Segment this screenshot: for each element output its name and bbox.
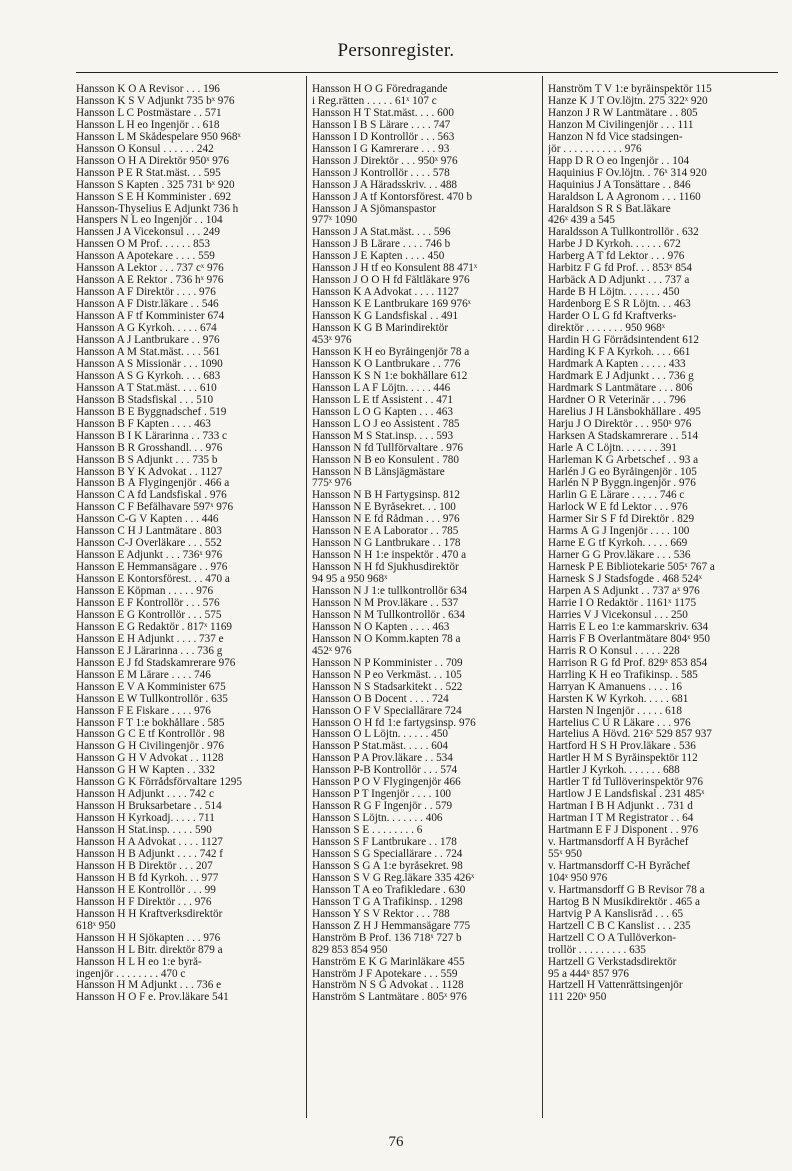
register-entry: Hansson P-B Kontrollör . . . 574: [312, 765, 458, 777]
register-entry: Hardmark A Kapten . . . . . 433: [548, 358, 686, 370]
register-entry: Harries V J Vicekonsul . . . 250: [548, 609, 688, 621]
register-entry: Hansson C A fd Landsfiskal . 976: [76, 490, 227, 502]
register-entry: Hanström J F Apotekare . . . 559: [312, 968, 458, 980]
register-entry: Harksen A Stadskamrerare . . 514: [548, 430, 699, 442]
register-entry: Hansson S V G Reg.läkare 335 426ˣ: [312, 872, 475, 884]
register-entry: Hansson J A Sjömanspastor: [312, 203, 437, 215]
register-entry: Hansson S E H Komminister . 692: [76, 191, 232, 203]
register-entry: Hartler H M S Byråinspektör 112: [548, 753, 698, 765]
register-entry: Hansson G H V Advokat . . 1128: [76, 753, 224, 765]
register-column-1: [76, 84, 306, 1004]
register-entry: Harne E G tf Kyrkoh. . . . . 669: [548, 538, 688, 550]
register-entry: Haraldson S R S Bat.läkare: [548, 203, 671, 215]
register-entry: Hansson B R Grosshandl. . . 976: [76, 442, 223, 454]
register-entry: 104ˣ 950 976: [548, 872, 608, 884]
register-entry: Hansson T A eo Trafikledare . 630: [312, 884, 466, 896]
register-entry: Harleman K G Arbetschef . . 93 a: [548, 454, 699, 466]
register-entry: Hartelius C U R Läkare . . . 976: [548, 717, 691, 729]
register-entry: Hansson B E Byggnadschef . 519: [76, 406, 227, 418]
register-entry: Hartzell C O A Tullöverkon-: [548, 932, 677, 944]
register-entry: Hansson E Köpman . . . . . 976: [76, 586, 214, 598]
register-entry: Hansson Y S V Rektor . . . 788: [312, 908, 450, 920]
register-entry: Hansson B I K Lärarinna . . 733 c: [76, 430, 227, 442]
register-entry: Hardner O R Veterinär . . . 796: [548, 394, 686, 406]
register-entry: Hansson H F Direktör . . . 976: [76, 896, 212, 908]
register-entry: Haquinius F Öv.löjtn. . 76ˣ 314 920: [548, 167, 707, 179]
register-entry: Hansson S G A 1:e byråsekret. 98: [312, 860, 463, 872]
register-entry: Hansson G K Förrådsförvaltare 1295: [76, 777, 242, 789]
register-entry: Hartler J Kyrkoh. . . . . . . 688: [548, 765, 680, 777]
register-entry: Harelius J H Länsbokhållare . 495: [548, 406, 701, 418]
register-column-2: [312, 84, 542, 1004]
register-entry: Hansson C-G V Kapten . . . 446: [76, 514, 219, 526]
register-entry: Harder O L G fd Kraftverks-: [548, 311, 677, 323]
register-entry: direktör . . . . . . . 950 968ˣ: [548, 323, 665, 335]
register-entry: Hansson H B Adjunkt . . . . 742 f: [76, 849, 223, 860]
register-entry: Hansson P A Prov.läkare . . 534: [312, 753, 453, 765]
register-entry: Hartzell G Verkstadsdirektör: [548, 956, 677, 968]
register-entry: Hansson K E Lantbrukare 169 976ˣ: [312, 299, 471, 311]
register-entry: Hansson E F Kontrollör . . . 576: [76, 597, 220, 609]
register-entry: 453ˣ 976: [312, 335, 352, 347]
register-entry: Hansson B Å Flygingenjör . 466 a: [76, 478, 230, 490]
register-entry: Hansson H Stat.insp. . . . . 590: [76, 825, 212, 837]
register-entry: Hansson P T Ingenjör . . . . 100: [312, 789, 452, 801]
register-entry: Hardin H G Förrådsintendent 612: [548, 335, 700, 347]
register-column-3: [548, 84, 778, 1004]
register-entry: Hansson H A Advokat . . . . 1127: [76, 837, 223, 849]
register-entry: Hansson A T Stat.mäst. . . . 610: [76, 382, 217, 394]
register-entry: ingenjör . . . . . . . . 470 c: [76, 968, 186, 980]
register-entry: Hansson S Löjtn. . . . . . . 406: [312, 813, 443, 825]
register-entry: Hansson B F Kapten . . . . 463: [76, 418, 211, 430]
register-entry: 618ˣ 950: [76, 920, 116, 932]
register-entry: Harde B H Löjtn. . . . . . . 450: [548, 287, 680, 299]
column-divider: [542, 76, 543, 1118]
register-entry: Hansson L M Skådespelare 950 968ˣ: [76, 131, 241, 143]
register-entry: Hansson B Stadsfiskal . . . 510: [76, 394, 214, 406]
register-entry: Harbe J D Kyrkoh. . . . . . 672: [548, 239, 681, 251]
register-entry: Hartman I T M Registrator . . 64: [548, 813, 694, 825]
register-entry: Hansson H L H eo 1:e byrå-: [76, 956, 202, 968]
register-entry: Harsten N Ingenjör . . . . . 618: [548, 705, 682, 717]
register-entry: Hartzell H Vattenrättsingenjör: [548, 980, 683, 992]
register-entry: Hansson A Apotekare . . . . 559: [76, 251, 215, 263]
register-entry: Hansson J Kontrollör . . . . 578: [312, 167, 450, 179]
register-entry: Hansson F T 1:e bokhållare . 585: [76, 717, 225, 729]
register-entry: Hansson A F tf Komminister 674: [76, 311, 225, 323]
register-entry: 94 95 a 950 968ˣ: [312, 574, 388, 586]
register-entry: Hansson J O O H fd Fältläkare 976: [312, 275, 470, 287]
register-entry: Harle Å C Löjtn. . . . . . . 391: [548, 442, 677, 454]
register-entry: Hansson H M Adjunkt . . . 736 e: [76, 980, 222, 992]
register-entry: Haquinius J A Tonsättare . . 846: [548, 179, 691, 191]
register-entry: Hansson J Direktör . . . 950ˣ 976: [312, 155, 458, 167]
register-entry: Hansson H B Direktör . . . 207: [76, 860, 213, 872]
register-entry: Hansson H Kyrkoadj. . . . . 711: [76, 813, 215, 825]
register-entry: Hansson O H A Direktör 950ˣ 976: [76, 155, 230, 167]
register-entry: Hansson A M Stat.mäst. . . . 561: [76, 346, 221, 358]
header-rule: [76, 72, 778, 73]
register-entry: Hansson H O F e. Prov.läkare 541: [76, 992, 229, 1004]
register-entry: Hanström S Lantmätare . 805ˣ 976: [312, 992, 467, 1004]
register-entry: Hansson J A tf Kontorsförest. 470 b: [312, 191, 473, 203]
register-entry: Hansson J H tf eo Konsulent 88 471ˣ: [312, 263, 478, 275]
register-entry: Hansson L O J eo Assistent . 785: [312, 418, 460, 430]
register-entry: Hansson S Kapten . 325 731 bˣ 920: [76, 179, 235, 191]
register-entry: Hansson E H Adjunkt . . . . 737 e: [76, 633, 224, 645]
register-entry: Harris R O Konsul . . . . . 228: [548, 645, 680, 657]
register-entry: Hansson E G Kontrollör . . . 575: [76, 609, 222, 621]
register-entry: Hansson I G Kamrerare . . . 93: [312, 143, 450, 155]
register-entry: Hansson E J fd Stadskamrerare 976: [76, 657, 236, 669]
register-entry: Hanssen J A Vicekonsul . . . 249: [76, 227, 220, 239]
register-entry: Hansson A Lektor . . . 737 cˣ 976: [76, 263, 224, 275]
register-entry: Hansson O F V Speciallärare 724: [312, 705, 462, 717]
register-entry: Hartlow J E Landsfiskal . 231 485ˣ: [548, 789, 705, 801]
register-entry: Harrling K H eo Trafikinsp. . 585: [548, 669, 698, 681]
register-entry: Hansson K H eo Byråingenjör 78 a: [312, 346, 470, 358]
column-divider: [306, 76, 307, 1118]
register-entry: Hansson N fd Tullförvaltare . 976: [312, 442, 464, 454]
register-entry: Hansson O L Löjtn. . . . . . 450: [312, 729, 449, 741]
register-entry: Hanström E K G Marinläkare 455: [312, 956, 465, 968]
register-entry: Hansson N G Lantbrukare . . 178: [312, 538, 461, 550]
register-entry: Hansson S F Lantbrukare . . 178: [312, 837, 457, 849]
register-entry: Hansson P E R Stat.mäst. . . 595: [76, 167, 221, 179]
register-entry: Hansson K G Landsfiskal . . 491: [312, 311, 459, 323]
register-entry: Hansson E Hemmansägare . . 976: [76, 562, 228, 574]
register-entry: Hansson K O Lantbrukare . . 776: [312, 358, 461, 370]
register-entry: Hanström N S G Advokat . . 1128: [312, 980, 464, 992]
register-entry: Hansson H E Kontrollör . . . 99: [76, 884, 216, 896]
register-entry: Hansson O B Docent . . . . 724: [312, 693, 449, 705]
register-entry: Hansson J A Häradsskriv. . . 488: [312, 179, 458, 191]
register-entry: i Reg.rätten . . . . . 61ˣ 107 c: [312, 95, 437, 107]
register-entry: Hansson L O G Kapten . . . 463: [312, 406, 453, 418]
register-entry: Harnesk P E Bibliotekarie 505ˣ 767 a: [548, 562, 715, 574]
register-entry: Harrison R G fd Prof. 829ˣ 853 854: [548, 657, 708, 669]
register-entry: Harju J O Direktör . . . 950ˣ 976: [548, 418, 692, 430]
register-entry: Hansson H Adjunkt . . . . 742 c: [76, 789, 214, 801]
register-entry: Hansson H O G Föredragande: [312, 84, 448, 95]
register-entry: Hansson C-J Överläkare . . . 552: [76, 538, 222, 550]
register-entry: Hartzell C B C Kanslist . . . 235: [548, 920, 691, 932]
register-entry: Harlén N P Byggn.ingenjör . 976: [548, 478, 696, 490]
register-entry: 829 853 854 950: [312, 944, 388, 956]
register-entry: Hansson A G Kyrkoh. . . . . 674: [76, 323, 217, 335]
register-entry: Hansson G H W Kapten . . 332: [76, 765, 216, 777]
register-entry: Harrie I O Redaktör . 1161ˣ 1175: [548, 597, 697, 609]
register-entry: Harlén J G eo Byråingenjör . 105: [548, 466, 697, 478]
register-entry: Hansson E Adjunkt . . . 736ˣ 976: [76, 550, 223, 562]
register-entry: Hansson T G A Trafikinsp. . 1298: [312, 896, 463, 908]
register-entry: Hardenborg E S R Löjtn. . . 463: [548, 299, 691, 311]
register-entry: Hansson N B Länsjägmästare: [312, 466, 445, 478]
register-entry: Hansson Z H J Hemmansägare 775: [312, 920, 471, 932]
register-entry: Harlock W E fd Lektor . . . 976: [548, 502, 688, 514]
register-entry: 452ˣ 976: [312, 645, 352, 657]
register-entry: Hansson O H fd 1:e fartygsinsp. 976: [312, 717, 476, 729]
register-entry: Hansson H Bruksarbetare . . 514: [76, 801, 222, 813]
register-entry: Hansson A F Distr.läkare . . 546: [76, 299, 219, 311]
register-entry: Hansson I D Kontrollör . . . 563: [312, 131, 455, 143]
register-entry: Harbäck A D Adjunkt . . . 737 a: [548, 275, 690, 287]
register-entry: Hansson L E tf Assistent . . 471: [312, 394, 453, 406]
register-entry: Hansson-Thyselius E Adjunkt 736 h: [76, 203, 239, 215]
register-entry: Hansson H B fd Kyrkoh. . . 977: [76, 872, 219, 884]
register-entry: Hansson N E fd Rådman . . . 976: [312, 514, 460, 526]
register-entry: Hardmark S Lantmätare . . . 806: [548, 382, 693, 394]
register-entry: Hartman I B H Adjunkt . . 731 d: [548, 801, 693, 813]
register-entry: Hanssen O M Prof. . . . . . 853: [76, 239, 210, 251]
register-entry: Hansson G H Civilingenjör . 976: [76, 741, 224, 753]
register-entry: Hansson N H fd Sjukhusdirektör: [312, 562, 459, 574]
register-entry: Hansson N P Komminister . . 709: [312, 657, 463, 669]
register-entry: Hansson N S Stadsarkitekt . . 522: [312, 681, 463, 693]
register-entry: Hansson K O A Revisor . . . 196: [76, 84, 220, 95]
register-entry: Hansson P Stat.mäst. . . . . 604: [312, 741, 449, 753]
register-entry: Hansson L H eo Ingenjör . . 618: [76, 119, 220, 131]
register-entry: Hansson K A Advokat . . . . 1127: [312, 287, 459, 299]
register-entry: Hansson N H 1:e inspektör . 470 a: [312, 550, 467, 562]
register-entry: v. Hartmansdorff G B Revisor 78 a: [548, 884, 705, 896]
register-entry: Hansson S G Speciallärare . . 724: [312, 849, 463, 860]
register-entry: Hansson A J Lantbrukare . . 976: [76, 335, 220, 347]
register-entry: jör . . . . . . . . . . . 976: [548, 143, 642, 155]
register-entry: 95 a 444ˣ 857 976: [548, 968, 629, 980]
register-entry: Harpen A S Adjunkt . . 737 aˣ 976: [548, 586, 700, 598]
register-entry: Haraldson L Å Agronom . . . 1160: [548, 191, 701, 203]
register-entry: Hanze K J T Öv.löjtn. 275 322ˣ 920: [548, 95, 708, 107]
register-entry: Hanzon J R W Lantmätare . . 805: [548, 107, 698, 119]
register-entry: Hansson M S Stat.insp. . . . 593: [312, 430, 454, 442]
register-entry: Hansson G C E tf Kontrollör . 98: [76, 729, 225, 741]
register-entry: Hansson H L Bitr. direktör 879 a: [76, 944, 223, 956]
register-entry: Hansson N O Komm.kapten 78 a: [312, 633, 461, 645]
register-entry: Hansson S E . . . . . . . . 6: [312, 825, 423, 837]
register-entry: 775ˣ 976: [312, 478, 352, 490]
register-entry: Hansson L A F Löjtn. . . . . 446: [312, 382, 451, 394]
register-entry: Hansson J E Kapten . . . . 450: [312, 251, 445, 263]
register-entry: Hansson A F Direktör . . . . 976: [76, 287, 216, 299]
register-entry: Hansson R G F Ingenjör . . 579: [312, 801, 453, 813]
register-entry: Hansson E W Tullkontrollör . 635: [76, 693, 228, 705]
register-entry: Hansson K S N 1:e bokhållare 612: [312, 370, 468, 382]
page-number: 76: [388, 1134, 404, 1150]
register-entry: Hanzon M Civilingenjör . . . 111: [548, 119, 694, 131]
register-entry: Hansson B Y K Advokat . . 1127: [76, 466, 223, 478]
register-entry: Hansson A S Missionär . . . 1090: [76, 358, 223, 370]
register-entry: Hanström B Prof. 136 718ˣ 727 b: [312, 932, 462, 944]
register-entry: Hansson I B S Lärare . . . . 747: [312, 119, 451, 131]
register-entry: Hansson N E Byråsekret. . . 100: [312, 502, 456, 514]
register-entry: Harris F B Överlantmätare 804ˣ 950: [548, 633, 710, 645]
register-entry: Harding K F A Kyrkoh. . . . 661: [548, 346, 691, 358]
register-entry: Hartelius Å Hövd. 216ˣ 529 857 937: [548, 729, 712, 741]
register-entry: Hansson N M Tullkontrollör . 634: [312, 609, 465, 621]
register-entry: Harris E L eo 1:e kammarskriv. 634: [548, 621, 709, 633]
register-entry: Hansson E G Redaktör . 817ˣ 1169: [76, 621, 233, 633]
register-entry: Hansson E J Lärarinna . . . 736 g: [76, 645, 223, 657]
register-entry: Hansson C F Befälhavare 597ˣ 976: [76, 502, 234, 514]
register-entry: Harmer Sir S F fd Direktör . 829: [548, 514, 695, 526]
register-entry: Hansson N P eo Verkmäst. . . 105: [312, 669, 462, 681]
register-entry: Hansson A S G Kyrkoh. . . . 683: [76, 370, 221, 382]
register-entry: 55ˣ 950: [548, 849, 582, 860]
register-entry: Harnesk S J Stadsfogde . 468 524ˣ: [548, 574, 702, 586]
register-entry: Hansson J B Lärare . . . . 746 b: [312, 239, 451, 251]
register-entry: Hansson E Kontorsförest. . . 470 a: [76, 574, 230, 586]
register-entry: Hansson C H J Lantmätare . 803: [76, 526, 222, 538]
register-entry: Hansson P O V Flygingenjör 466: [312, 777, 461, 789]
register-entry: v. Hartmansdorff A H Byråchef: [548, 837, 689, 849]
register-entry: Hartvig P Å Kanslisråd . . . 65: [548, 908, 684, 920]
register-entry: Hansson H H Kraftverksdirektör: [76, 908, 223, 920]
register-entry: Hansson N B eo Konsulent . 780: [312, 454, 459, 466]
register-entry: Hanspers N L eo Ingenjör . . 104: [76, 215, 223, 227]
register-entry: Hansson L C Postmästare . . 571: [76, 107, 222, 119]
register-entry: Hansson B S Adjunkt . . . 735 b: [76, 454, 218, 466]
register-entry: Harryan K Amanuens . . . . 16: [548, 681, 682, 693]
register-entry: Harberg A T fd Lektor . . . 976: [548, 251, 685, 263]
register-entry: Hartmann E F J Disponent . . 976: [548, 825, 699, 837]
register-entry: Hansson F E Fiskare . . . . 976: [76, 705, 211, 717]
register-entry: 426ˣ 439 a 545: [548, 215, 615, 227]
page-title: Personregister.: [337, 40, 455, 61]
register-entry: Hansson N J 1:e tullkontrollör 634: [312, 586, 468, 598]
register-entry: Hansson N B H Fartygsinsp. 812: [312, 490, 460, 502]
register-entry: Hansson E V A Komminister 675: [76, 681, 226, 693]
register-entry: Hansson A E Rektor . 736 hˣ 976: [76, 275, 224, 287]
register-entry: Hardmark E J Adjunkt . . . 736 g: [548, 370, 694, 382]
register-entry: Hansson E M Lärare . . . . 746: [76, 669, 211, 681]
register-entry: Hansson O Konsul . . . . . . 242: [76, 143, 214, 155]
register-entry: Haraldsson A Tullkontrollör . 632: [548, 227, 699, 239]
register-entry: Happ D R O eo Ingenjör . . 104: [548, 155, 690, 167]
register-entry: Hanzon N fd Vice stadsingen-: [548, 131, 683, 143]
register-entry: Hartog B N Musikdirektör . 465 a: [548, 896, 700, 908]
register-entry: Hansson N M Prov.läkare . . 537: [312, 597, 459, 609]
register-entry: 977ˣ 1090: [312, 215, 358, 227]
register-entry: Hanström T V 1:e byråinspektör 115: [548, 84, 712, 95]
register-entry: Harms Å G J Ingenjör . . . . 100: [548, 526, 690, 538]
register-entry: Hansson N E A Laborator . . 785: [312, 526, 459, 538]
register-entry: Hansson N O Kapten . . . . 463: [312, 621, 450, 633]
register-entry: Harsten K W Kyrkoh. . . . . 681: [548, 693, 689, 705]
register-entry: Hartler T fd Tullöverinspektör 976: [548, 777, 703, 789]
register-entry: Harlin G E Lärare . . . . . 746 c: [548, 490, 685, 502]
register-entry: Harbitz F G fd Prof. . . 853ˣ 854: [548, 263, 692, 275]
register-entry: v. Hartmansdorff C-H Byråchef: [548, 860, 690, 872]
register-entry: 111 220ˣ 950: [548, 992, 607, 1004]
register-entry: Hartford H S H Prov.läkare . 536: [548, 741, 696, 753]
register-entry: Hansson H T Stat.mäst. . . . 600: [312, 107, 454, 119]
register-entry: Hansson K S V Adjunkt 735 bˣ 976: [76, 95, 235, 107]
register-entry: Hansson H H Sjökapten . . . 976: [76, 932, 221, 944]
register-entry: Hansson J A Stat.mäst. . . . 596: [312, 227, 451, 239]
register-entry: Harner G G Prov.läkare . . . 536: [548, 550, 691, 562]
register-entry: trollör . . . . . . . . . 635: [548, 944, 646, 956]
register-entry: Hansson K G B Marindirektör: [312, 323, 449, 335]
